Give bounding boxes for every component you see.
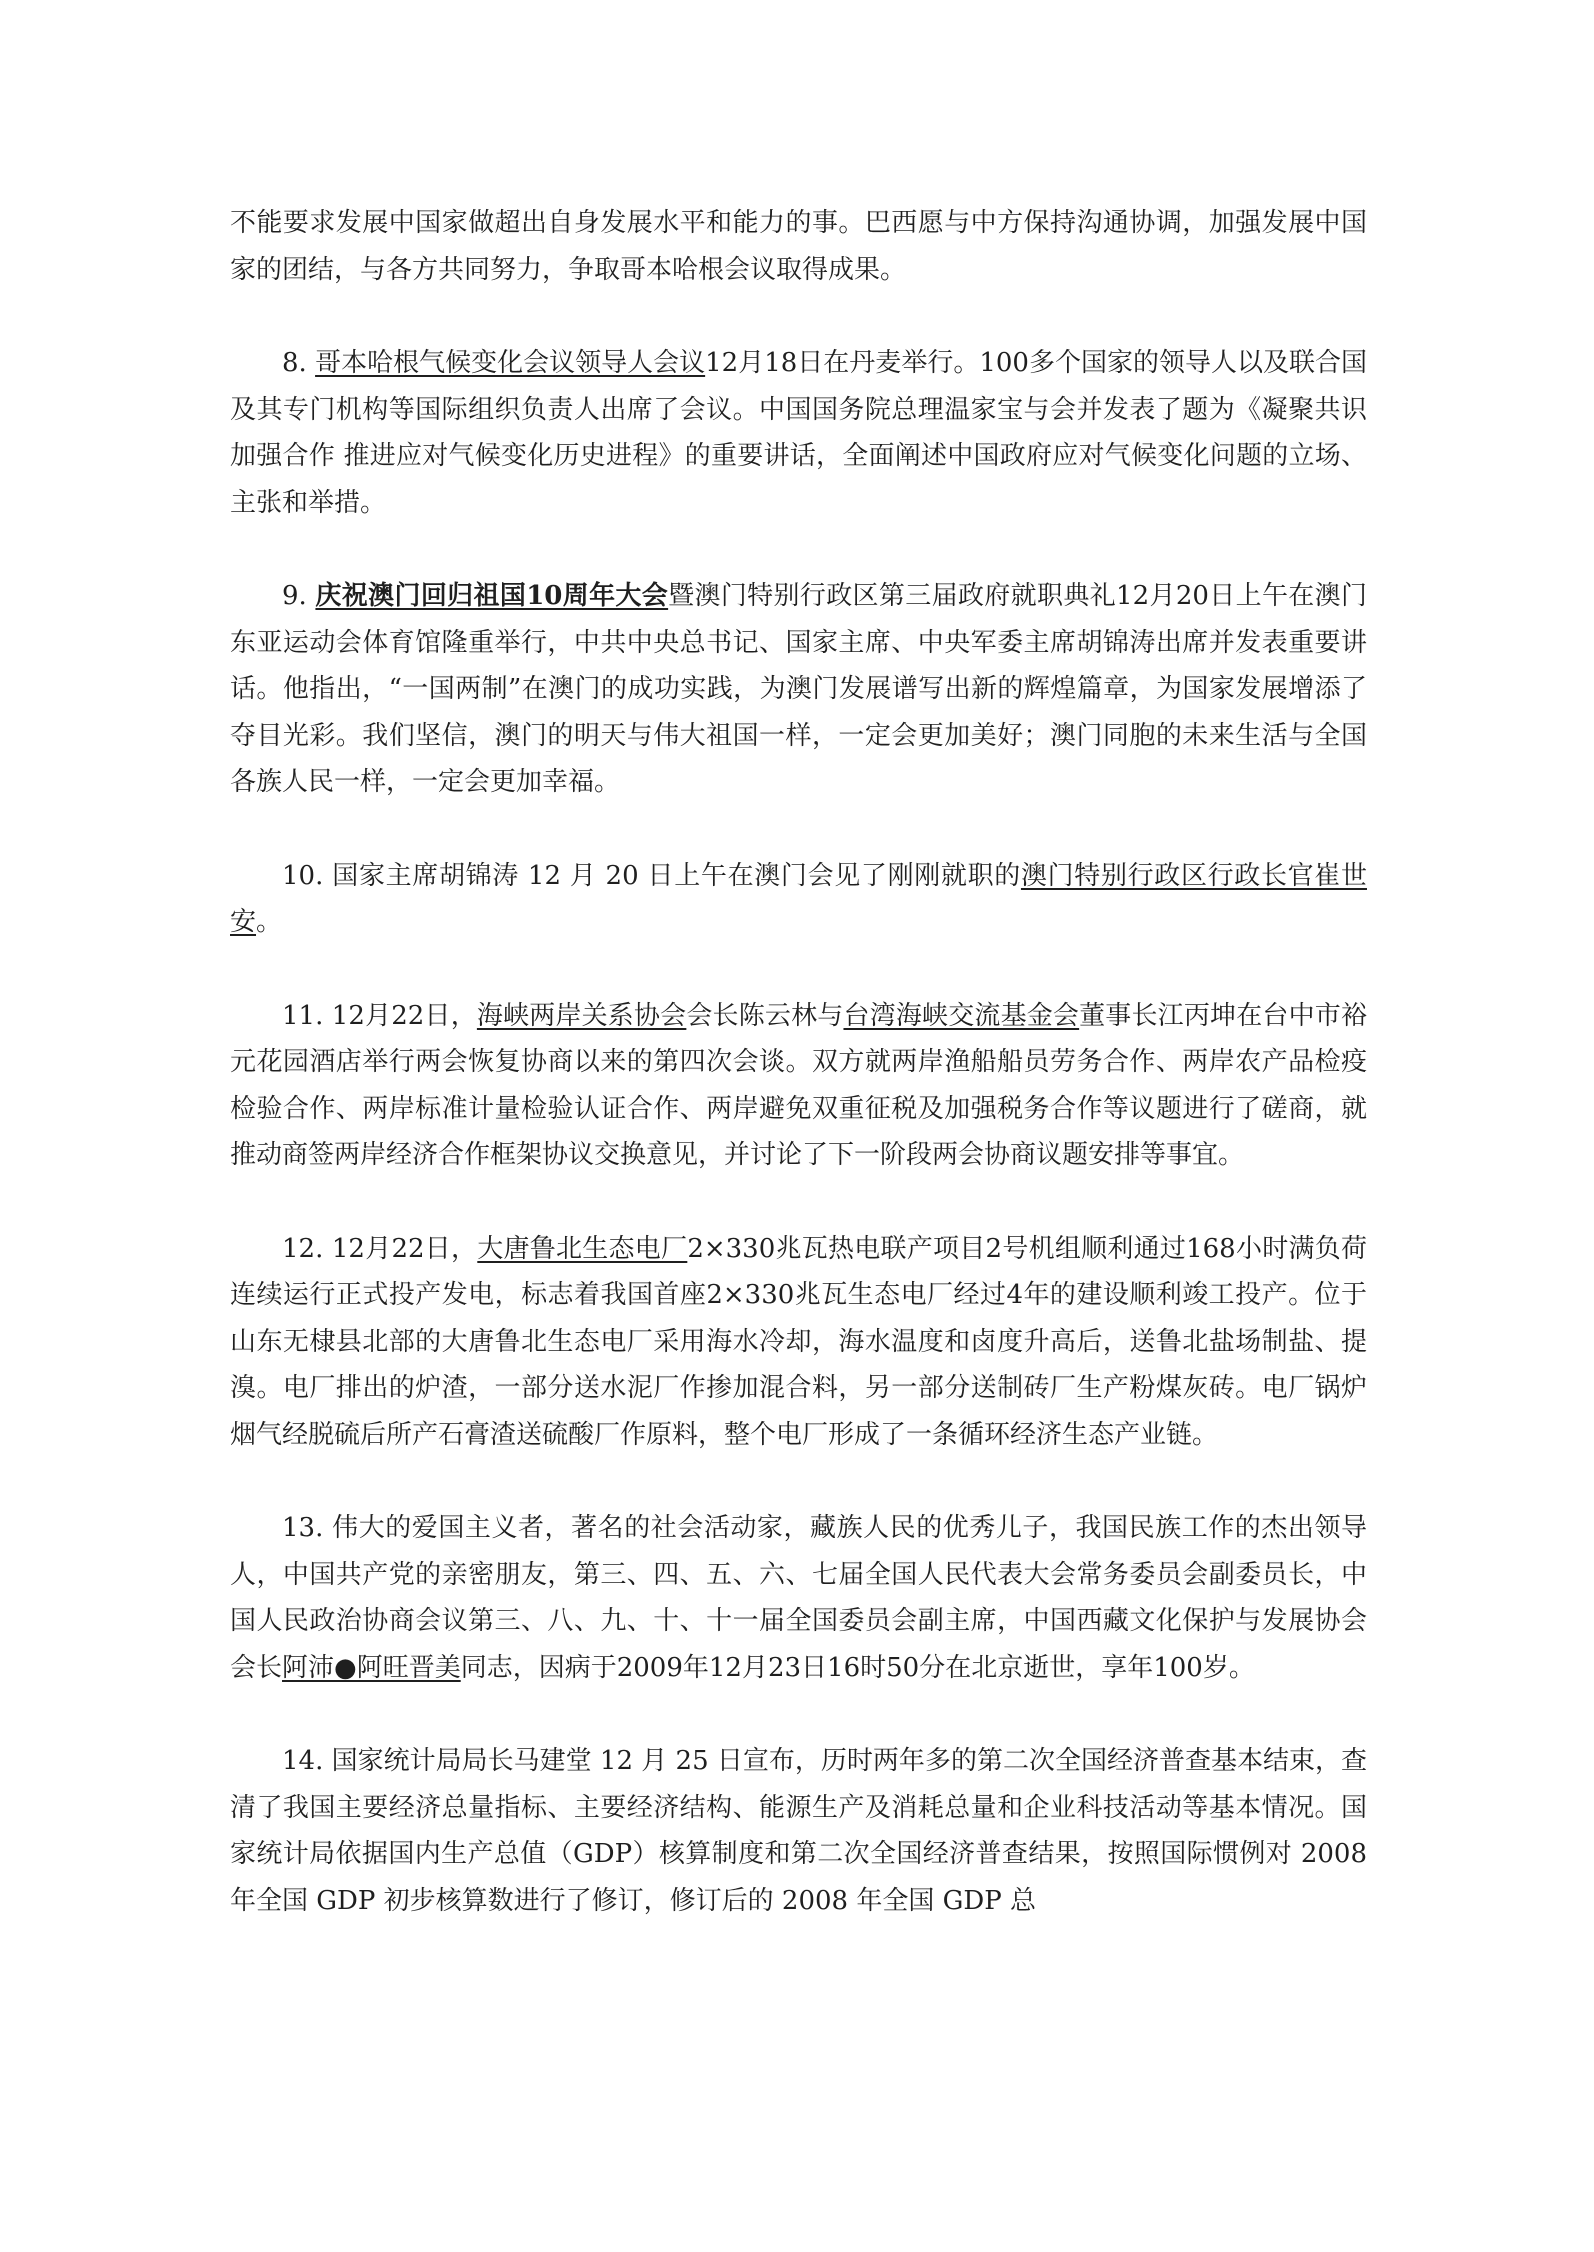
paragraph-text: 会长陈云林与 <box>686 1000 844 1031</box>
paragraph <box>230 1226 1367 1459</box>
paragraph-text: 暨澳门特别行政区第三届政府就职典礼12月20日上午在澳门东亚运动会体育馆隆重举行，中共中央总书记、国家主席、中央军委主席胡锦涛出席并发表重要讲话。他指出，“一国两制”在澳门的成功实践，为澳门发展谱写出新的辉煌篇章，为国家发展增添了夺目光彩。我们坚信，澳门的明天与伟大祖国一样，一定会更加美好；澳门同胞的未来生活与全国各族人民一样，一定会更加幸福。 <box>230 581 1367 797</box>
paragraph-text: 2×330兆瓦热电联产项目2号机组顺利通过168小时满负荷连续运行正式投产发电，标志着我国首座2×330兆瓦生态电厂经过4年的建设顺利竣工投产。位于山东无棣县北部的大唐鲁北生态电厂采用海水冷却，海水温度和卤度升高后，送鲁北盐场制盐、提溴。电厂排出的炉渣，一部分送水泥厂作掺加混合料，另一部分送制砖厂生产粉煤灰砖。电厂锅炉烟气经脱硫后所产石膏渣送硫酸厂作原料，整个电厂形成了一条循环经济生态产业链。 <box>230 1233 1367 1450</box>
paragraph-text: 12月18日在丹麦举行。100多个国家的领导人以及联合国及其专门机构等国际组织负责人出席了会议。中国国务院总理温家宝与会并发表了题为《凝聚共识 加强合作 推进应对气候变化历史进程》的重要讲话，全面阐述中国政府应对气候变化问题的立场、主张和举措。 <box>230 348 1367 518</box>
paragraph-text: 9. <box>282 581 316 611</box>
hyperlink[interactable]: 阿沛●阿旺晋美 <box>282 1652 461 1683</box>
document-body <box>230 200 1367 1924</box>
hyperlink[interactable]: 大唐鲁北生态电厂 <box>477 1233 688 1264</box>
paragraph-text: 10. 国家主席胡锦涛 12 月 20 日上午在澳门会见了刚刚就职的 <box>282 860 1021 891</box>
paragraph <box>230 1738 1367 1924</box>
paragraph-text: 11. 12月22日， <box>282 1000 477 1031</box>
paragraph-text: 董事长江丙坤在台中市裕元花园酒店举行两会恢复协商以来的第四次会谈。双方就两岸渔船船员劳务合作、两岸农产品检疫检验合作、两岸标准计量检验认证合作、两岸避免双重征税及加强税务合作等议题进行了磋商，就推动商签两岸经济合作框架协议交换意见，并讨论了下一阶段两会协商议题安排等事宜。 <box>230 1000 1367 1170</box>
paragraph <box>230 993 1367 1179</box>
hyperlink[interactable]: 海峡两岸关系协会 <box>476 1000 687 1031</box>
paragraph <box>230 573 1367 806</box>
hyperlink[interactable]: 澳门特别行政区行政长官崔世安 <box>230 860 1367 937</box>
paragraph-text: 13. 伟大的爱国主义者，著名的社会活动家，藏族人民的优秀儿子，我国民族工作的杰出领导人，中国共产党的亲密朋友，第三、四、五、六、七届全国人民代表大会常务委员会副委员长，中国人民政治协商会议第三、八、九、十、十一届全国委员会副主席，中国西藏文化保护与发展协会会长 <box>230 1513 1367 1683</box>
hyperlink[interactable]: 庆祝澳门回归祖国10周年大会 <box>315 581 669 611</box>
paragraph <box>230 853 1367 946</box>
paragraph-text: 8. <box>282 348 316 378</box>
paragraph <box>230 1505 1367 1691</box>
paragraph-text: 不能要求发展中国家做超出自身发展水平和能力的事。巴西愿与中方保持沟通协调，加强发展中国家的团结，与各方共同努力，争取哥本哈根会议取得成果。 <box>230 208 1367 285</box>
paragraph <box>230 200 1367 293</box>
paragraph-text: 。 <box>256 907 283 937</box>
paragraph-text: 14. 国家统计局局长马建堂 12 月 25 日宣布，历时两年多的第二次全国经济普查基本结束，查清了我国主要经济总量指标、主要经济结构、能源生产及消耗总量和企业科技活动等基本情况。国家统计局依据国内生产总值（GDP）核算制度和第二次全国经济普查结果，按照国际惯例对 2008 年全国 GDP 初步核算数进行了修订，修订后的 2008 年全国 GDP 总 <box>230 1746 1367 1916</box>
paragraph-text: 12. 12月22日， <box>282 1233 478 1264</box>
paragraph-text: 同志，因病于2009年12月23日16时50分在北京逝世，享年100岁。 <box>460 1652 1255 1683</box>
hyperlink[interactable]: 台湾海峡交流基金会 <box>843 1000 1080 1031</box>
paragraph <box>230 340 1367 526</box>
hyperlink[interactable]: 哥本哈根气候变化会议领导人会议 <box>315 348 706 378</box>
